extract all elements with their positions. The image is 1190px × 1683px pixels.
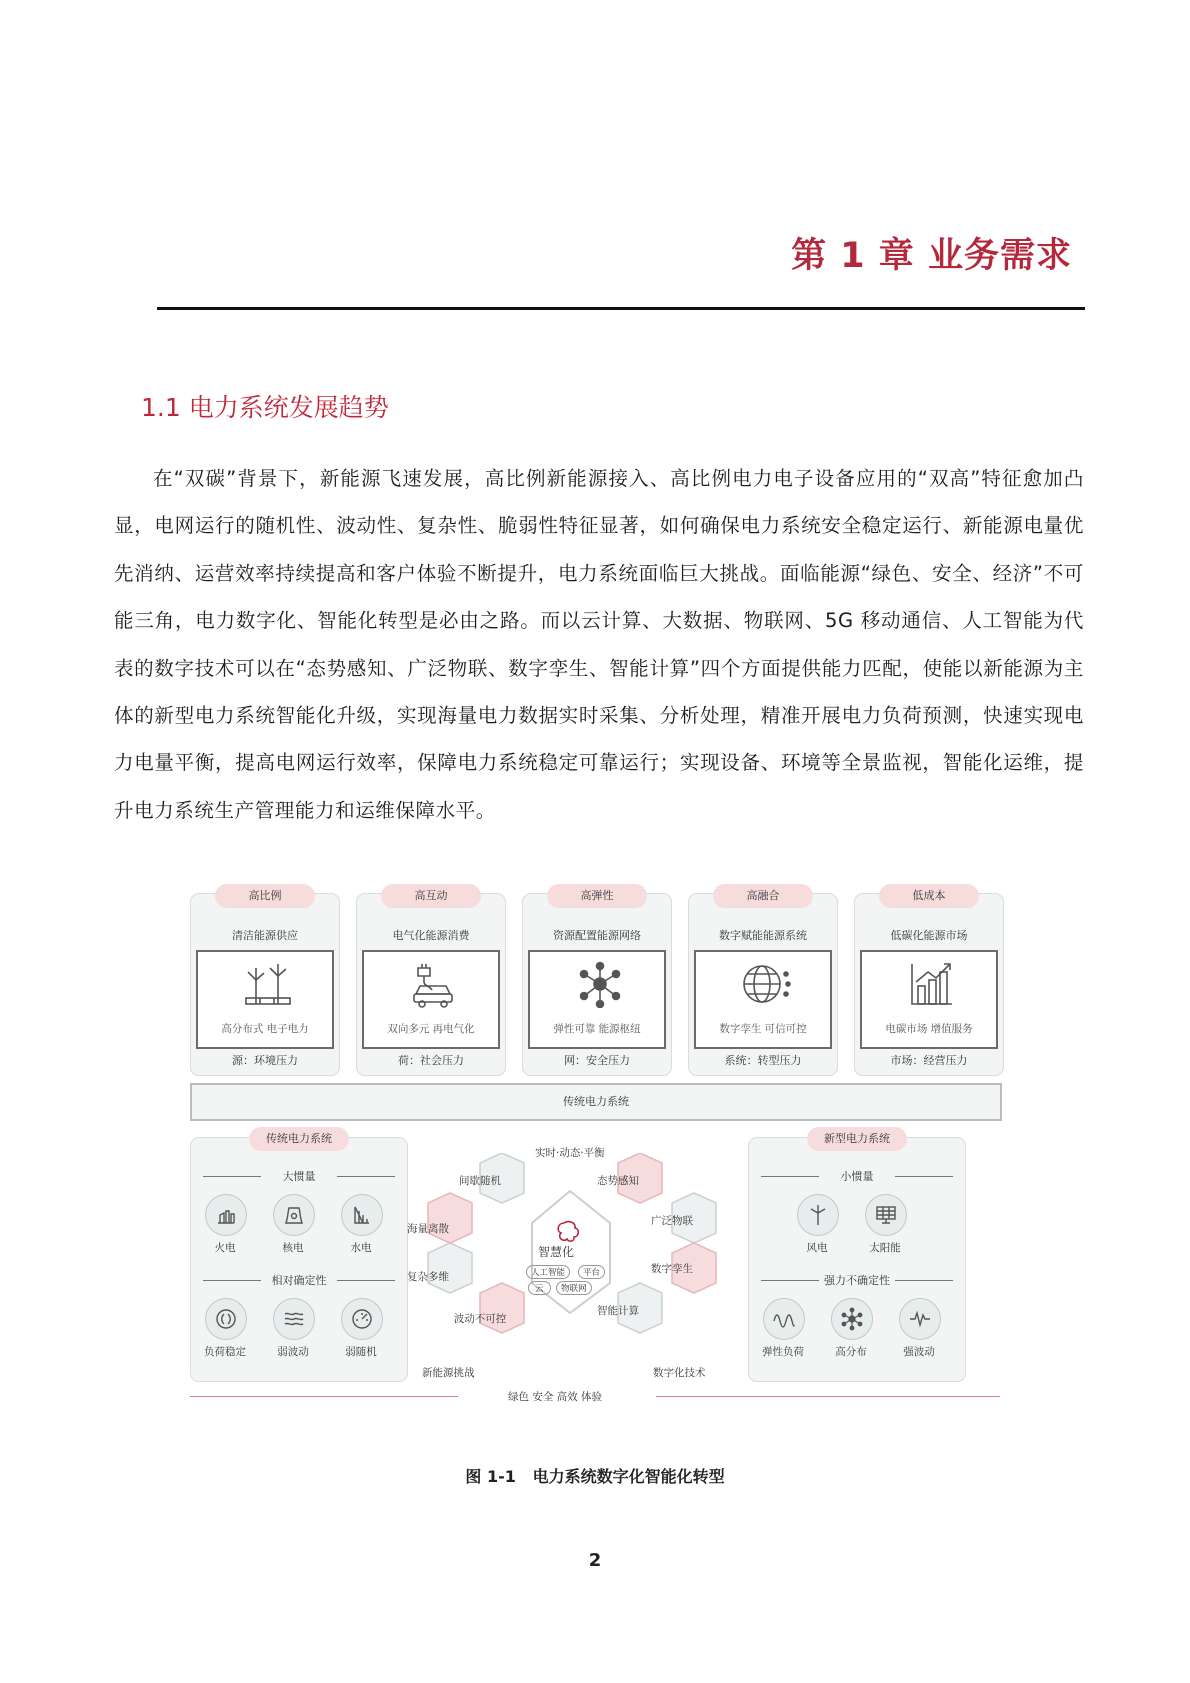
pulse-icon	[908, 1307, 932, 1331]
chip-ai: 人工智能	[526, 1265, 570, 1279]
hex-label-situation: 态势感知	[597, 1175, 639, 1187]
card-high-interaction	[356, 889, 506, 1076]
chapter-title: 第 1 章 业务需求	[791, 236, 1072, 276]
sub-heading: 小惯量	[761, 1168, 953, 1184]
new-system-panel	[748, 1132, 966, 1382]
card-subtitle: 电气化能源消费	[392, 929, 470, 942]
card-high-fusion	[688, 889, 838, 1076]
card-subtitle: 低碳化能源市场	[890, 929, 968, 942]
card-image-box	[528, 950, 666, 1049]
core-title: 智慧化	[538, 1245, 575, 1259]
hex-label-massive: 海量离散	[407, 1223, 449, 1235]
strong-wave-icon-circle	[899, 1298, 941, 1340]
card-caption: 数字孪生 可信可控	[719, 1023, 807, 1035]
bottom-values: 绿色 安全 高效 体验	[508, 1391, 603, 1403]
card-pill: 低成本	[879, 884, 979, 908]
hex-label-iot: 广泛物联	[651, 1215, 693, 1227]
card-footer: 网：安全压力	[564, 1054, 630, 1067]
card-subtitle: 数字赋能能源系统	[719, 929, 807, 942]
thermal-power-icon	[214, 1203, 238, 1227]
card-image-box	[196, 950, 334, 1049]
distributed-nodes-icon	[840, 1307, 864, 1331]
digital-technology: 数字化技术	[653, 1367, 706, 1379]
bottom-rule-left	[190, 1396, 458, 1397]
market-chart-icon	[906, 960, 958, 1008]
hex-left-3	[428, 1243, 472, 1293]
label-elastic-load: 弹性负荷	[762, 1346, 804, 1358]
section-title: 1.1 电力系统发展趋势	[141, 393, 389, 422]
chip-iot: 物联网	[556, 1281, 592, 1295]
stable-load-icon-circle	[205, 1298, 247, 1340]
center-top-note: 实时·动态·平衡	[535, 1147, 605, 1159]
bottom-rule-right	[656, 1396, 1000, 1397]
panel-pill: 传统电力系统	[249, 1127, 349, 1151]
figure-caption	[0, 1464, 1190, 1487]
elastic-wave-icon	[772, 1307, 796, 1331]
stable-load-icon	[214, 1307, 238, 1331]
chip-cloud: 云	[528, 1281, 551, 1295]
card-pill: 高弹性	[547, 884, 647, 908]
new-energy-challenge: 新能源挑战	[422, 1367, 475, 1379]
nuclear-power-icon	[282, 1203, 306, 1227]
wind-turbine-icon	[806, 1203, 830, 1227]
hydro-icon-circle	[341, 1194, 383, 1236]
thermal-icon-circle	[205, 1194, 247, 1236]
weak-wave-icon	[282, 1307, 306, 1331]
card-subtitle: 资源配置能源网络	[553, 929, 641, 942]
label-solar: 太阳能	[869, 1242, 901, 1254]
hex-label-intermittent: 间歇随机	[459, 1175, 501, 1187]
body-text	[114, 455, 1084, 834]
hex-label-twin: 数字孪生	[651, 1263, 693, 1275]
card-caption: 双向多元 再电气化	[387, 1023, 475, 1035]
page-number: 2	[588, 1550, 602, 1571]
label-thermal: 火电	[214, 1242, 236, 1254]
solar-panel-icon	[874, 1203, 898, 1227]
panel-pill: 新型电力系统	[807, 1127, 907, 1151]
weak-wave-icon-circle	[273, 1298, 315, 1340]
label-weak-random: 弱随机	[345, 1346, 377, 1358]
card-pill: 高比例	[215, 884, 315, 908]
gauge-icon	[350, 1307, 374, 1331]
card-image-box	[362, 950, 500, 1049]
sub-heading: 强力不确定性	[761, 1272, 953, 1288]
solar-icon-circle	[865, 1194, 907, 1236]
card-footer: 市场：经营压力	[890, 1054, 968, 1067]
label-distributed: 高分布	[835, 1346, 867, 1358]
hex-label-compute: 智能计算	[597, 1305, 639, 1317]
card-caption: 高分布式 电子电力	[221, 1023, 309, 1035]
card-low-cost	[854, 889, 1004, 1076]
card-footer: 荷：社会压力	[398, 1054, 464, 1067]
distributed-icon-circle	[831, 1298, 873, 1340]
label-wind: 风电	[806, 1242, 828, 1254]
card-caption: 弹性可靠 能源枢纽	[553, 1023, 641, 1035]
digital-globe-icon	[740, 960, 792, 1008]
card-footer: 系统：转型压力	[724, 1054, 802, 1067]
sub-heading: 相对确定性	[203, 1272, 395, 1288]
hex-label-complex: 复杂多维	[407, 1271, 449, 1283]
label-weak-wave: 弱波动	[277, 1346, 309, 1358]
card-high-elasticity	[522, 889, 672, 1076]
card-high-ratio	[190, 889, 340, 1076]
card-pill: 高融合	[713, 884, 813, 908]
hex-label-uncontrollable: 波动不可控	[453, 1313, 507, 1325]
hydro-power-icon	[350, 1203, 374, 1227]
label-nuclear: 核电	[282, 1242, 304, 1254]
ev-charging-icon	[408, 960, 460, 1008]
nuclear-icon-circle	[273, 1194, 315, 1236]
label-hydro: 水电	[350, 1242, 372, 1254]
card-subtitle: 清洁能源供应	[232, 929, 298, 942]
weak-random-icon-circle	[341, 1298, 383, 1340]
traditional-system-bar: 传统电力系统	[190, 1083, 1002, 1121]
card-pill: 高互动	[381, 884, 481, 908]
label-stable-load: 负荷稳定	[204, 1346, 246, 1358]
wind-solar-icon	[242, 960, 294, 1008]
label-strong-wave: 强波动	[903, 1346, 935, 1358]
sub-heading: 大惯量	[203, 1168, 395, 1184]
figure-caption-text: 电力系统数字化智能化转型	[532, 1467, 725, 1486]
wind-icon-circle	[797, 1194, 839, 1236]
card-caption: 电碳市场 增值服务	[885, 1023, 973, 1035]
traditional-panel	[190, 1132, 408, 1382]
card-image-box	[694, 950, 832, 1049]
card-image-box	[860, 950, 998, 1049]
body-paragraph: 在“双碳”背景下，新能源飞速发展，高比例新能源接入、高比例电力电子设备应用的“双高”特征愈加凸显，电网运行的随机性、波动性、复杂性、脆弱性特征显著，如何确保电力系统安全稳定运行、新能源电量优先消纳、运营效率持续提高和客户体验不断提升，电力系统面临巨大挑战。面临能源“绿色、安全、经济”不可能三角，电力数字化、智能化转型是必由之路。而以云计算、大数据、物联网、5G 移动通信、人工智能为代表的数字技术可以在“态势感知、广泛物联、数字孪生、智能计算”四个方面提供能力匹配，使能以新能源为主体的新型电力系统智能化升级，实现海量电力数据实时采集、分析处理，精准开展电力负荷预测，快速实现电力电量平衡，提高电网运行效率，保障电力系统稳定可靠运行；实现设备、环境等全景监视，智能化运维，提升电力系统生产管理能力和运维保障水平。	[114, 467, 1084, 822]
card-footer: 源：环境压力	[232, 1054, 298, 1067]
network-hub-icon	[574, 960, 626, 1008]
figure-caption-label: 图 1-1	[465, 1467, 516, 1486]
chapter-divider	[157, 307, 1085, 310]
chip-platform: 平台	[578, 1265, 605, 1279]
figure-power-transformation	[190, 883, 1002, 1413]
elastic-load-icon-circle	[763, 1298, 805, 1340]
